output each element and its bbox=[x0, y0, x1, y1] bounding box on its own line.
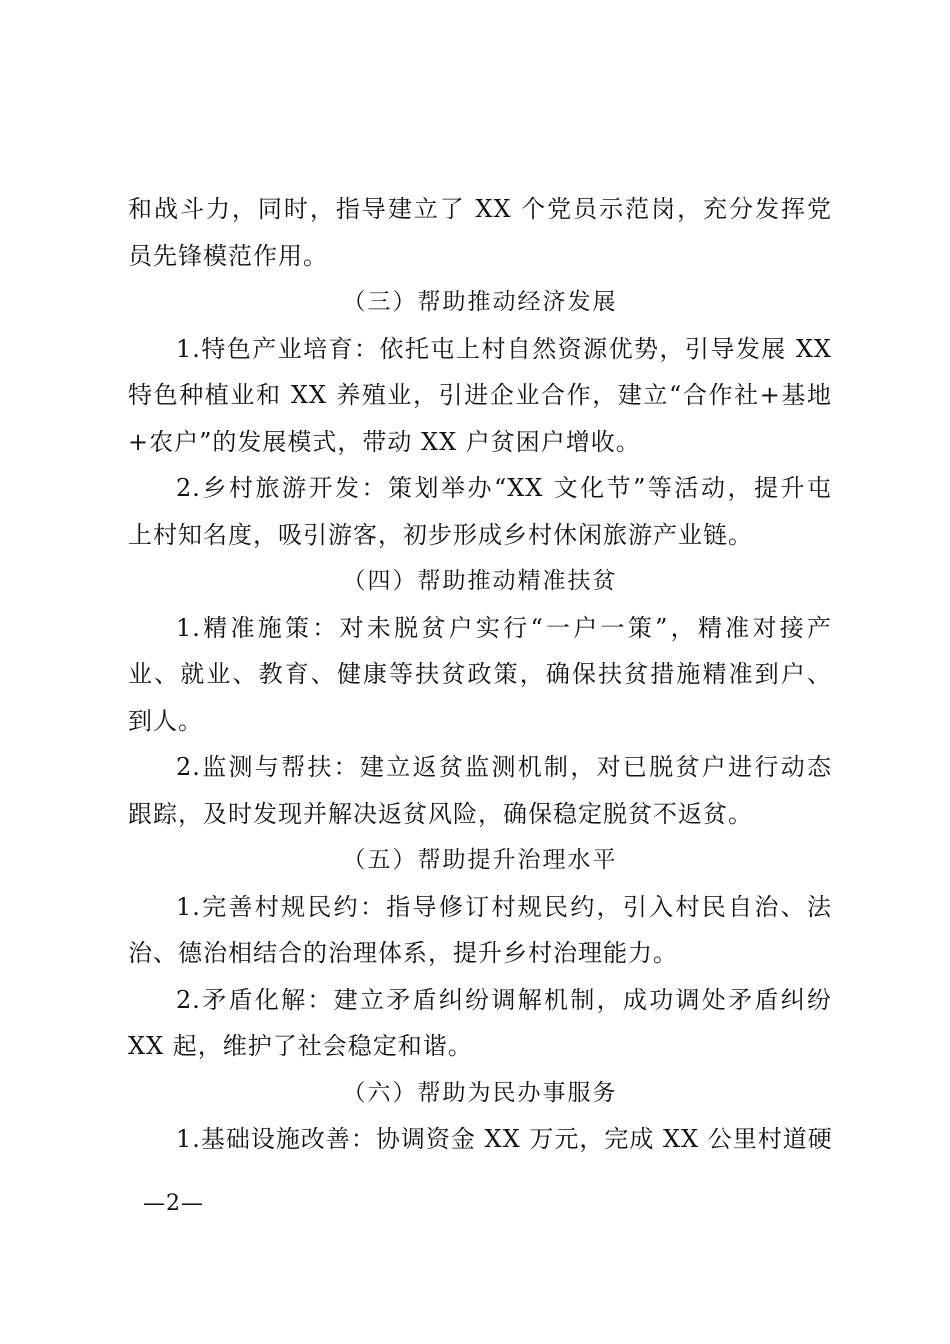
paragraph-line: 2.矛盾化解：建立矛盾纠纷调解机制，成功调处矛盾纠纷 bbox=[176, 985, 832, 1014]
paragraph-line: 1.完善村规民约：指导修订村规民约，引入村民自治、法 bbox=[176, 892, 832, 921]
paragraph-line: 1.基础设施改善：协调资金 XX 万元，完成 XX 公里村道硬 bbox=[176, 1125, 833, 1153]
paragraph-line: 1.精准施策：对未脱贫户实行“一户一策”，精准对接产 bbox=[176, 613, 832, 642]
section-heading-5: （五）帮助提升治理水平 bbox=[342, 847, 618, 873]
paragraph-line: 员先锋模范作用。 bbox=[128, 241, 328, 270]
document-body bbox=[128, 186, 832, 1163]
paragraph-line: 特色种植业和 XX 养殖业，引进企业合作，建立“合作社+基地 bbox=[128, 381, 832, 409]
paragraph-line: 到人。 bbox=[128, 706, 203, 735]
paragraph-line: 上村知名度，吸引游客，初步形成乡村休闲旅游产业链。 bbox=[128, 520, 753, 549]
paragraph-line: XX 起，维护了社会稳定和谐。 bbox=[128, 1032, 473, 1060]
paragraph-line: 2.监测与帮扶：建立返贫监测机制，对已脱贫户进行动态 bbox=[176, 753, 832, 781]
section-heading-3: （三）帮助推动经济发展 bbox=[342, 289, 618, 315]
paragraph-line: 治、德治相结合的治理体系，提升乡村治理能力。 bbox=[128, 939, 678, 967]
paragraph-line: 业、就业、教育、健康等扶贫政策，确保扶贫措施精准到户、 bbox=[128, 660, 832, 688]
paragraph-line: 1.特色产业培育：依托屯上村自然资源优势，引导发展 XX bbox=[176, 334, 832, 363]
page-number: —2— bbox=[143, 1191, 204, 1216]
paragraph-line: +农户”的发展模式，带动 XX 户贫困户增收。 bbox=[128, 427, 641, 456]
section-heading-6: （六）帮助为民办事服务 bbox=[342, 1079, 618, 1106]
paragraph-line: 2.乡村旅游开发：策划举办“XX 文化节”等活动，提升屯 bbox=[176, 474, 832, 502]
paragraph-line: 和战斗力，同时，指导建立了 XX 个党员示范岗，充分发挥党 bbox=[128, 195, 832, 223]
section-heading-4: （四）帮助推动精准扶贫 bbox=[342, 568, 618, 594]
paragraph-line: 跟踪，及时发现并解决返贫风险，确保稳定脱贫不返贫。 bbox=[128, 799, 753, 828]
